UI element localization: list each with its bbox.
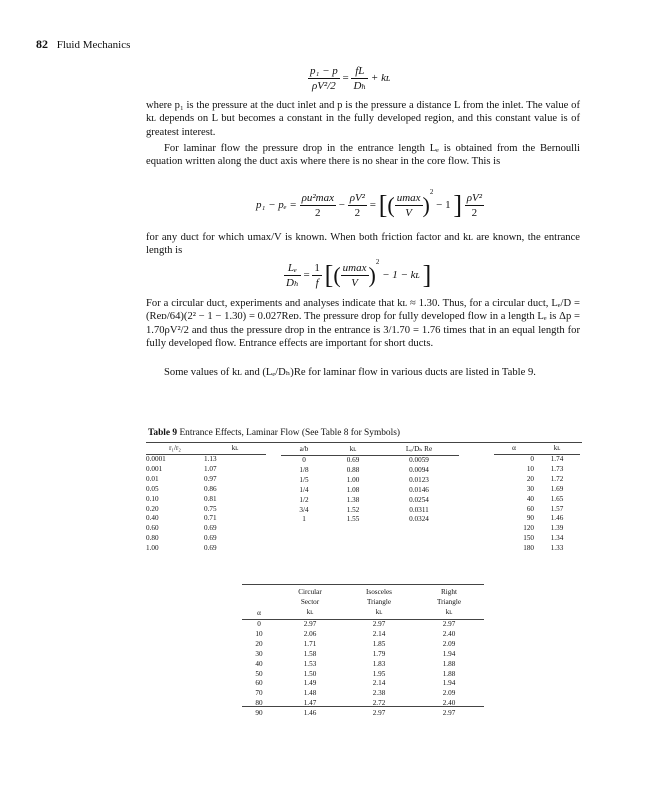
table-shapes-row-cell: 2.40 [442, 699, 456, 708]
table-rect-row-cell: 1.52 [346, 505, 360, 514]
table-shapes-row [242, 699, 484, 709]
table-annulus-row-cell: 0.80 [146, 534, 159, 543]
eq3-lhs-fraction [284, 261, 301, 290]
header-circular-line2: Sector [300, 598, 320, 606]
table-alpha-row [494, 485, 580, 495]
table-alpha-row [494, 465, 580, 475]
eq3-coefficient-denominator: f [315, 276, 319, 289]
eq3-square: 2 [375, 258, 380, 266]
header-circular-line3: kʟ [306, 608, 314, 616]
table-annulus-row-cell: 0.97 [204, 474, 217, 483]
table-shapes-row-cell: 1.88 [442, 669, 456, 678]
table-shapes-row-cell: 2.97 [442, 620, 456, 628]
paragraph-4: For a circular duct, experiments and analyses indicate that kʟ ≈ 1.30. Thus, for a circular duct, Lₑ/D = (Reᴅ/64)(2² − 1 − 1.30) = 0.027Reᴅ. The pressure drop for fully developed flow in a length Lₑ is Δp = 1.70ρV²/2 and thus the pressure drop in the entrance is 3/1.70 = 1.76 times that in an equal length for fully developed flow. Entrance effects are important for short ducts. [146, 298, 580, 350]
table-shapes-row-cell: 1.85 [372, 639, 386, 648]
table-rect-row-cell: 1 [302, 515, 306, 524]
table-shapes-row-cell: 90 [255, 709, 263, 718]
table-alpha-row-cell: 1.39 [550, 524, 564, 533]
table-shapes-row-cell: 1.46 [303, 709, 317, 718]
header-isosceles-line3: kʟ [375, 608, 383, 616]
table-shapes-row-cell: 2.14 [372, 629, 386, 638]
table-rect-row-cell: 1/5 [299, 475, 309, 484]
table-alpha-row [494, 475, 580, 485]
table-rect-row [281, 496, 459, 506]
table-rect-row-cell: 0.0324 [409, 515, 429, 524]
paragraph-2: For laminar flow the pressure drop in the entrance length Lₑ is obtained from the Bernoulli equation written along the duct axis where there is no shear in the core flow. This is [146, 143, 580, 168]
table-shapes-row-cell: 20 [255, 639, 263, 648]
table-shapes-row-cell: 1.48 [303, 689, 317, 698]
paragraph-3: for any duct for which umax/V is known. When both friction factor and kʟ are known, the entrance length is [146, 232, 580, 257]
table-rect-row [281, 456, 459, 466]
table-shapes-row-cell: 2.06 [303, 629, 317, 638]
table-annulus-row-cell: 0.75 [204, 504, 217, 513]
table-shapes-row-cell: 2.72 [372, 699, 386, 708]
table-annulus-row [146, 514, 266, 524]
table-annulus-row-cell: 1.07 [204, 464, 217, 473]
table-rect-row-cell: 1/2 [299, 495, 309, 504]
table-shapes-row-cell: 2.09 [442, 639, 456, 648]
table-annulus-header-kl: kʟ [204, 443, 266, 455]
table-shapes-row [242, 660, 484, 670]
table-shapes-row-cell: 10 [255, 629, 263, 638]
eq2-right-paren: ) [422, 192, 430, 218]
eq2-left-bracket: [ [378, 190, 388, 220]
table-annulus-row-cell: 0.69 [204, 524, 217, 533]
table-alpha-row-cell: 1.74 [550, 455, 564, 463]
table-shapes-row-cell: 2.97 [372, 709, 386, 718]
table-alpha-row-cell: 20 [526, 474, 534, 483]
table-shapes-row-cell: 1.88 [442, 659, 456, 668]
table-shapes-bottom-rule [242, 706, 484, 707]
table-shapes-row [242, 650, 484, 660]
table-shapes-row-cell: 1.79 [372, 649, 386, 658]
table-shapes-row-cell: 1.83 [372, 659, 386, 668]
table-label: Table 9 [148, 428, 178, 438]
eq2-equals: = [369, 199, 376, 211]
eq2-term2-denominator: 2 [354, 206, 361, 219]
table-rect-row-cell: 0.88 [346, 465, 360, 474]
table-annulus [146, 443, 266, 554]
table-rect-row-cell: 1.55 [346, 515, 360, 524]
table-shapes-header-alpha: α [242, 586, 276, 620]
eq2-term2 [348, 191, 367, 220]
table-shapes-row-cell: 1.58 [303, 649, 317, 658]
eq2-term1 [300, 191, 336, 220]
table-caption-text: Entrance Effects, Laminar Flow (See Table 8 for Symbols) [179, 428, 400, 438]
table-annulus-row-cell: 0.71 [204, 514, 217, 523]
eq3-tail: − 1 − kʟ [382, 269, 420, 281]
table-alpha-row-cell: 1.34 [550, 534, 564, 543]
eq3-inner-denominator: V [351, 276, 358, 289]
table-annulus-row-cell: 0.10 [146, 494, 159, 503]
table-shapes-row-cell: 2.38 [372, 689, 386, 698]
eq3-inner-fraction [341, 261, 369, 290]
table-alpha-row [494, 495, 580, 505]
eq2-term3-numerator: ρV² [466, 191, 483, 204]
eq2-term2-numerator: ρV² [349, 191, 365, 204]
eq1-rhs-fraction [351, 64, 368, 93]
table-shapes-row [242, 689, 484, 699]
table-rect-row-cell: 1.00 [346, 475, 360, 484]
paragraph-5: Some values of kʟ and (Lₑ/Dₕ)Re for laminar flow in various ducts are listed in Table 9. [164, 367, 536, 378]
table-annulus-row [146, 475, 266, 485]
header-right-line1: Right [441, 588, 457, 596]
table-annulus-row [146, 495, 266, 505]
table-shapes-row-cell: 50 [255, 669, 263, 678]
table-shapes-row-cell: 40 [255, 659, 263, 668]
table-rect-row [281, 466, 459, 476]
table-shapes-row-cell: 30 [255, 649, 263, 658]
header-right-line2: Triangle [436, 598, 462, 606]
table-shapes-row-cell: 0 [257, 620, 261, 628]
table-shapes-row-cell: 2.09 [442, 689, 456, 698]
table-shapes-row-cell: 80 [255, 699, 263, 708]
table-shapes [242, 586, 484, 719]
table-shapes-row [242, 620, 484, 630]
table-alpha-row-cell: 1.69 [550, 484, 564, 493]
table-rect-row [281, 486, 459, 496]
table-annulus-row-cell: 0.69 [204, 534, 217, 543]
table-rect-row [281, 515, 459, 525]
eq1-tail: + kʟ [370, 72, 391, 85]
eq1-lhs-denominator: ρV²/2 [311, 80, 336, 92]
eq3-left-bracket: [ [324, 260, 334, 290]
table-shapes-row-cell: 1.95 [372, 669, 386, 678]
eq3-right-bracket: ] [422, 260, 432, 290]
table-annulus-row [146, 505, 266, 515]
table-caption [148, 428, 400, 438]
table-alpha-row-cell: 180 [523, 544, 534, 553]
table-annulus-row-cell: 0.01 [146, 474, 159, 483]
table-alpha-row-cell: 1.46 [550, 514, 564, 523]
table-annulus-row-cell: 0.05 [146, 484, 159, 493]
table-alpha-row [494, 514, 580, 524]
table-annulus-row-cell: 0.40 [146, 514, 159, 523]
table-alpha-row [494, 524, 580, 534]
table-shapes-row-cell: 1.71 [303, 639, 317, 648]
table-alpha-row-cell: 1.65 [550, 494, 564, 503]
equation-entrance-length [284, 258, 431, 290]
table-rect-row [281, 476, 459, 486]
table-shapes-row [242, 670, 484, 680]
table-alpha-row-cell: 1.33 [550, 544, 564, 553]
table-alpha-row-cell: 60 [526, 504, 534, 513]
table-alpha-row-cell: 40 [526, 494, 534, 503]
table-alpha-header-kl: kʟ [534, 443, 580, 455]
eq2-square: 2 [429, 188, 434, 196]
table-alpha-row-cell: 10 [526, 464, 534, 473]
eq1-lhs-numerator: p₁ − p [310, 65, 338, 77]
equation-pressure-loss: $\frac{\text{p₁ − p}}{\text{ρV²/2}}$ = $\frac{fL}{\text{Dₕ}}$ + kʟ [310, 65, 391, 92]
running-title: Fluid Mechanics [56, 39, 131, 51]
table-annulus-row-cell: 0.81 [204, 494, 217, 503]
table-shapes-row-cell: 2.14 [372, 679, 386, 688]
eq2-term3 [465, 191, 484, 220]
table-shapes-row-cell: 2.40 [442, 629, 456, 638]
eq3-coefficient-numerator: 1 [314, 261, 320, 274]
table-shapes-row [242, 630, 484, 640]
table-shapes-row [242, 709, 484, 719]
table-shapes-row-cell: 1.94 [442, 649, 456, 658]
table-annulus-row-cell: 0.69 [204, 544, 217, 553]
equation-bernoulli [256, 188, 484, 220]
table-rect-header-ab: a/b [281, 443, 327, 456]
table-alpha-row-cell: 0 [530, 455, 534, 463]
table-annulus-row [146, 544, 266, 554]
eq2-right-bracket: ] [453, 190, 462, 220]
eq2-term1-denominator: 2 [315, 206, 321, 219]
table-rect-row-cell: 3/4 [299, 505, 309, 514]
table-rectangular [281, 443, 459, 525]
table-alpha-row-cell: 120 [523, 524, 534, 533]
table-alpha-row-cell: 1.57 [550, 504, 564, 513]
table-rect-row-cell: 1.38 [346, 495, 360, 504]
table-shapes-row-cell: 2.97 [442, 709, 456, 718]
paragraph-1: where p₁ is the pressure at the duct inlet and p is the pressure a distance L from the inlet. The value of kʟ depends on L but becomes a constant in the fully developed region, and this constant value is of greatest interest. [146, 100, 580, 138]
eq2-inner-fraction [395, 191, 423, 220]
table-annulus-row-cell: 0.20 [146, 504, 159, 513]
eq3-left-paren: ( [333, 262, 341, 288]
page-header [36, 37, 130, 52]
table-alpha-row-cell: 90 [526, 514, 534, 523]
header-isosceles-line1: Isosceles [366, 588, 392, 596]
eq3-coefficient [312, 261, 322, 290]
table-alpha-row [494, 455, 580, 465]
table-annulus-header-ratio: r₁/r₂ [146, 443, 204, 455]
table-annulus-row [146, 524, 266, 534]
table-rect-row-cell: 1/8 [299, 465, 309, 474]
table-alpha-row-cell: 1.72 [550, 474, 564, 483]
eq3-right-paren: ) [368, 262, 376, 288]
table-rect-row [281, 506, 459, 516]
header-isosceles-line2: Triangle [366, 598, 392, 606]
eq2-left-paren: ( [387, 192, 395, 218]
table-shapes-header-isosceles [344, 586, 414, 620]
table-shapes-row-cell: 60 [255, 679, 263, 688]
table-rect-row-cell: 0.0123 [409, 475, 429, 484]
table-annulus-row-cell: 0.0001 [146, 455, 166, 463]
table-shapes-row [242, 640, 484, 650]
table-shapes-row-cell: 70 [255, 689, 263, 698]
table-rect-row-cell: 1.08 [346, 485, 360, 494]
table-annulus-row-cell: 0.001 [146, 464, 163, 473]
table-rect-header-le: Lₑ/Dₕ Re [379, 443, 459, 456]
table-annulus-row [146, 485, 266, 495]
table-alpha [494, 443, 580, 554]
eq3-lhs-numerator: Lₑ [284, 261, 301, 276]
table-shapes-row-cell: 2.97 [303, 620, 317, 628]
table-shapes-row-cell: 1.49 [303, 679, 317, 688]
table-alpha-row-cell: 150 [523, 534, 534, 543]
eq2-term3-denominator: 2 [471, 206, 478, 219]
table-rect-row-cell: 0.0146 [409, 485, 429, 494]
eq1-rhs-denominator: Dₕ [353, 80, 367, 92]
eq3-inner-numerator: umax [342, 261, 367, 274]
table-annulus-row-cell: 0.60 [146, 524, 159, 533]
table-rect-row-cell: 0.0254 [409, 495, 429, 504]
table-shapes-top-rule [242, 584, 484, 585]
eq1-lhs-fraction [308, 64, 340, 93]
eq2-inner-numerator: umax [396, 191, 421, 204]
table-annulus-row-cell: 1.13 [204, 455, 217, 463]
table-rect-row-cell: 1/4 [299, 485, 309, 494]
eq1-rhs-numerator: fL [351, 64, 368, 79]
table-rect-row-cell: 0.69 [346, 456, 360, 464]
table-rect-header-kl: kʟ [327, 443, 379, 456]
table-annulus-row [146, 534, 266, 544]
table-rect-row-cell: 0.0059 [409, 456, 429, 464]
header-right-line3: kʟ [445, 608, 453, 616]
table-alpha-row [494, 544, 580, 554]
table-alpha-row [494, 505, 580, 515]
table-alpha-row-cell: 1.73 [550, 464, 564, 473]
eq2-inner-denominator: V [405, 206, 412, 219]
eq3-equals: = [303, 269, 310, 281]
eq2-lhs: p₁ − pₑ = [256, 199, 297, 211]
eq3-lhs-denominator: Dₕ [286, 276, 299, 289]
table-annulus-row [146, 455, 266, 465]
table-shapes-header-circular [276, 586, 344, 620]
eq2-term1-numerator: ρu²max [301, 191, 334, 204]
table-alpha-header-alpha: α [494, 443, 534, 455]
table-alpha-row [494, 534, 580, 544]
table-annulus-row [146, 465, 266, 475]
table-shapes-row-cell: 1.50 [303, 669, 317, 678]
table-shapes-row-cell: 1.53 [303, 659, 317, 668]
table-rect-row-cell: 0.0311 [409, 505, 429, 514]
table-shapes-header-right [414, 586, 484, 620]
table-shapes-row-cell: 2.97 [372, 620, 386, 628]
table-shapes-row-cell: 1.47 [303, 699, 317, 708]
table-alpha-row-cell: 30 [526, 484, 534, 493]
header-circular-line1: Circular [298, 588, 322, 596]
table-annulus-row-cell: 0.86 [204, 484, 217, 493]
table-rect-row-cell: 0.0094 [409, 465, 429, 474]
page-number: 82 [36, 37, 48, 51]
table-shapes-row [242, 679, 484, 689]
table-rect-row-cell: 0 [302, 456, 306, 464]
eq2-minus: − [338, 199, 345, 211]
eq2-inner-tail: − 1 [436, 199, 451, 211]
table-shapes-row-cell: 1.94 [442, 679, 456, 688]
table-annulus-row-cell: 1.00 [146, 544, 159, 553]
